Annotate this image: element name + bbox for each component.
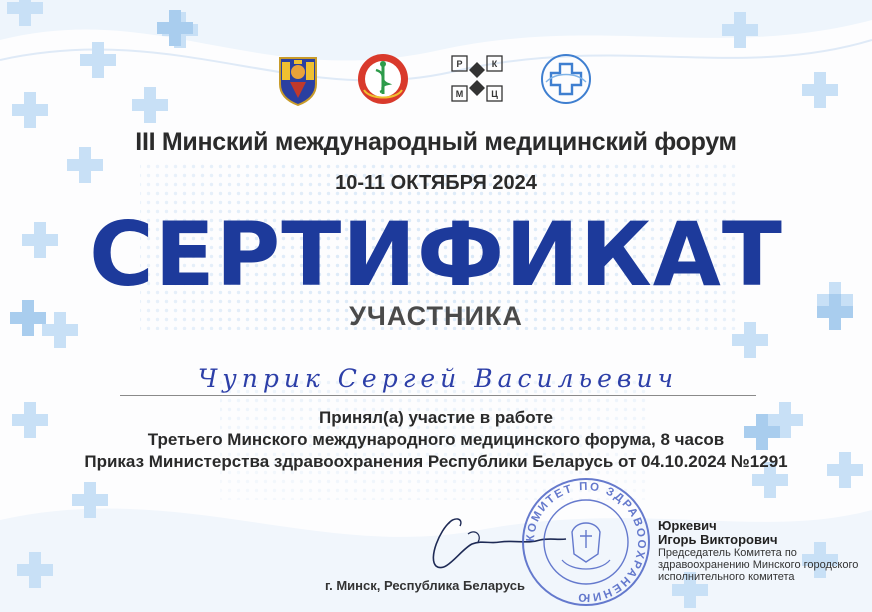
certificate-subtitle: УЧАСТНИКА	[349, 301, 523, 331]
forum-title: III Минский международный медицинский форум	[135, 128, 737, 156]
svg-text:М: М	[455, 89, 464, 99]
svg-text:Ц: Ц	[491, 89, 498, 99]
signer-given-names: Игорь Викторович	[658, 532, 778, 547]
city-text: г. Минск, Республика Беларусь	[325, 578, 525, 593]
official-stamp-icon	[520, 476, 652, 608]
svg-text:Р: Р	[456, 59, 463, 69]
order-reference-text: Приказ Министерства здравоохранения Республики Беларусь от 04.10.2024 №1291	[84, 452, 788, 471]
stamp-text: КОМИТЕТ ПО ЗДРАВООХРАНЕНИЮ	[524, 480, 648, 604]
name-underline	[120, 395, 756, 396]
forum-dates: 10-11 ОКТЯБРЯ 2024	[335, 172, 537, 194]
participation-text: Принял(а) участие в работе	[319, 408, 553, 427]
health-ministry-emblem-icon	[356, 52, 410, 106]
certificate-title: СЕРТИФИКАТ	[89, 203, 783, 306]
medical-cross-logo-icon	[538, 52, 594, 106]
coat-of-arms-icon	[276, 54, 320, 106]
svg-text:К: К	[491, 59, 498, 69]
signer-position: Председатель Комитета по здравоохранению Минского городского исполнительного комитета	[658, 547, 859, 583]
participant-name: Чуприк Сергей Васильевич	[197, 364, 679, 393]
signer-surname: Юркевич	[658, 518, 717, 533]
forum-hours-text: Третьего Минского международного медицинского форума, 8 часов	[147, 430, 725, 449]
rkmc-logo-icon	[450, 54, 504, 104]
